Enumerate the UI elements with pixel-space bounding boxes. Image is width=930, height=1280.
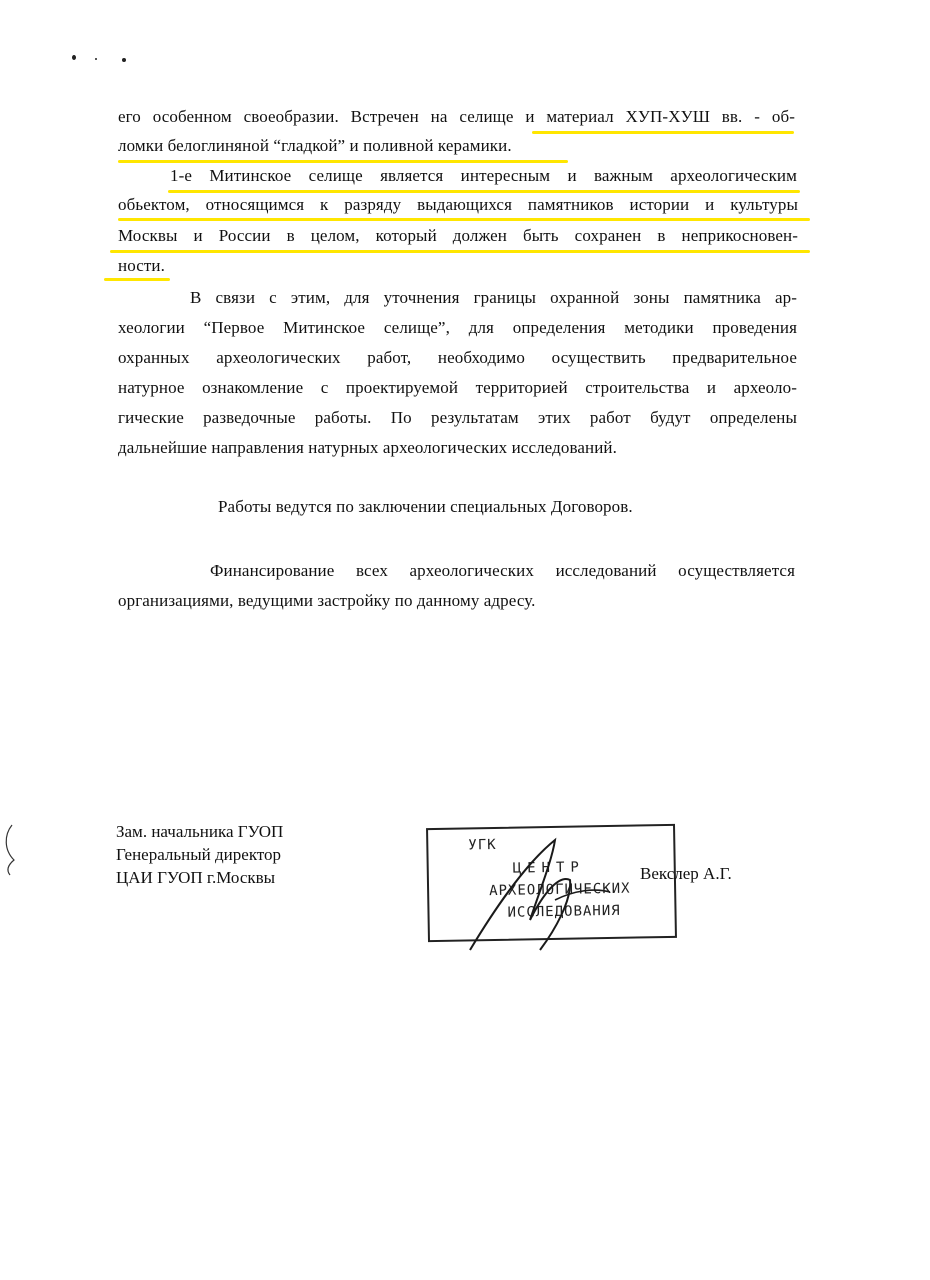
paragraph-line: Финансирование всех археологических исследований осуществляется xyxy=(210,561,795,580)
paragraph-line: дальнейшие направления натурных археологических исследований. xyxy=(118,438,617,457)
scan-speck xyxy=(72,55,76,60)
scan-speck xyxy=(95,58,97,60)
paragraph-line: хеологии “Первое Митинское селище”, для определения методики проведения xyxy=(118,318,797,337)
signatory-title: ЦАИ ГУОП г.Москвы xyxy=(116,868,276,887)
stamp-text: АРХЕОЛОГИЧЕСКИХ xyxy=(488,880,631,900)
paragraph-line: охранных археологических работ, необходимо осуществить предварительное xyxy=(118,348,797,367)
paragraph-line: Москвы и России в целом, который должен быть сохранен в неприкосновен- xyxy=(118,226,798,245)
highlight-mark xyxy=(118,160,568,163)
signatory-title: Зам. начальника ГУОП xyxy=(116,822,284,841)
signatory-title: Генеральный директор xyxy=(116,845,282,864)
paragraph-line: обьектом, относящимся к разряду выдающихся памятников истории и культуры xyxy=(118,195,798,214)
paragraph-line: организациями, ведущими застройку по данному адресу. xyxy=(118,591,536,610)
highlight-mark xyxy=(168,190,800,193)
paragraph-line: ломки белоглиняной “гладкой” и поливной керамики. xyxy=(118,136,512,155)
paragraph-line: гические разведочные работы. По результатам этих работ будут определены xyxy=(118,408,797,427)
stamp-text: ЦЕНТР xyxy=(512,859,586,877)
paragraph-line: ности. xyxy=(118,256,165,275)
paragraph-line: 1-е Митинское селище является интересным и важным археологическим xyxy=(170,166,797,185)
handwritten-signature xyxy=(460,820,640,960)
highlight-mark xyxy=(532,131,794,134)
stamp-text: УГК xyxy=(468,836,497,854)
scan-speck xyxy=(122,58,126,62)
highlight-mark xyxy=(118,218,810,221)
margin-mark xyxy=(0,820,20,880)
paragraph-line: его особенном своеобразии. Встречен на селище и материал ХУП-ХУШ вв. - об- xyxy=(118,107,795,126)
highlight-mark xyxy=(110,250,810,253)
paragraph-line: В связи с этим, для уточнения границы охранной зоны памятника ар- xyxy=(190,288,797,307)
paragraph-line: Работы ведутся по заключении специальных Договоров. xyxy=(218,497,633,516)
paragraph-line: натурное ознакомление с проектируемой территорией строительства и археоло- xyxy=(118,378,797,397)
highlight-mark xyxy=(104,278,170,281)
signatory-name: Векслер А.Г. xyxy=(640,864,732,883)
stamp-text: ИССЛЕДОВАНИЯ xyxy=(507,902,621,921)
